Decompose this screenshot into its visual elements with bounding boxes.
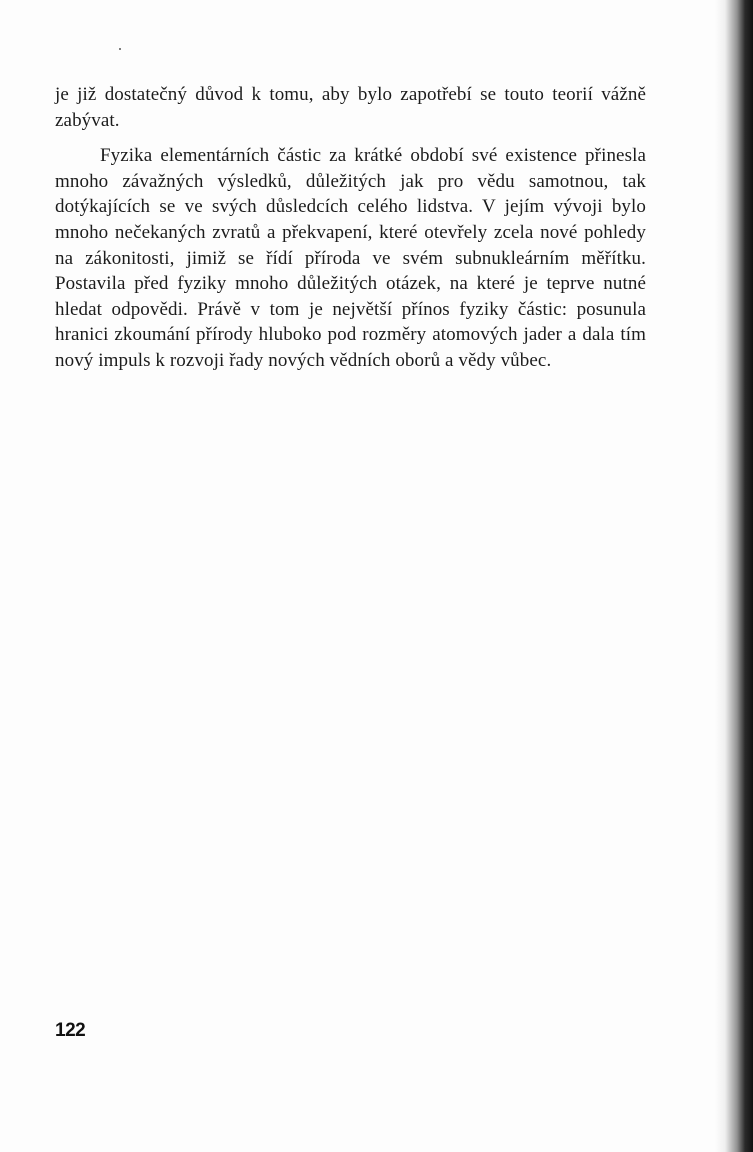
scanned-page-edge [715, 0, 753, 1152]
paragraph-2: Fyzika elementárních částic za krátké období své existence přinesla mnoho závažných výsledků, důležitých jak pro vědu samotnou, tak dotýkajících se ve svých důsledcích celého lidstva. V jejím vývoji bylo mnoho nečekaných zvratů a překvapení, které otevřely zcela nové pohledy na zákonitosti, jimiž se řídí příroda ve svém subnukleárním měřítku. Postavila před fyziky mnoho důležitých otázek, na které je teprve nutné hledat odpovědi. Právě v tom je největší přínos fyziky částic: posunula hranici zkoumání přírody hluboko pod rozměry atomových jader a dala tím nový impuls k rozvoji řady nových vědních oborů a vědy vůbec. [55, 145, 646, 371]
body-text [55, 82, 646, 374]
scan-speck [119, 48, 121, 50]
paragraph-1: je již dostatečný důvod k tomu, aby bylo zapotřebí se touto teorií vážně zabývat. [55, 84, 646, 131]
page-number: 122 [55, 1020, 86, 1041]
